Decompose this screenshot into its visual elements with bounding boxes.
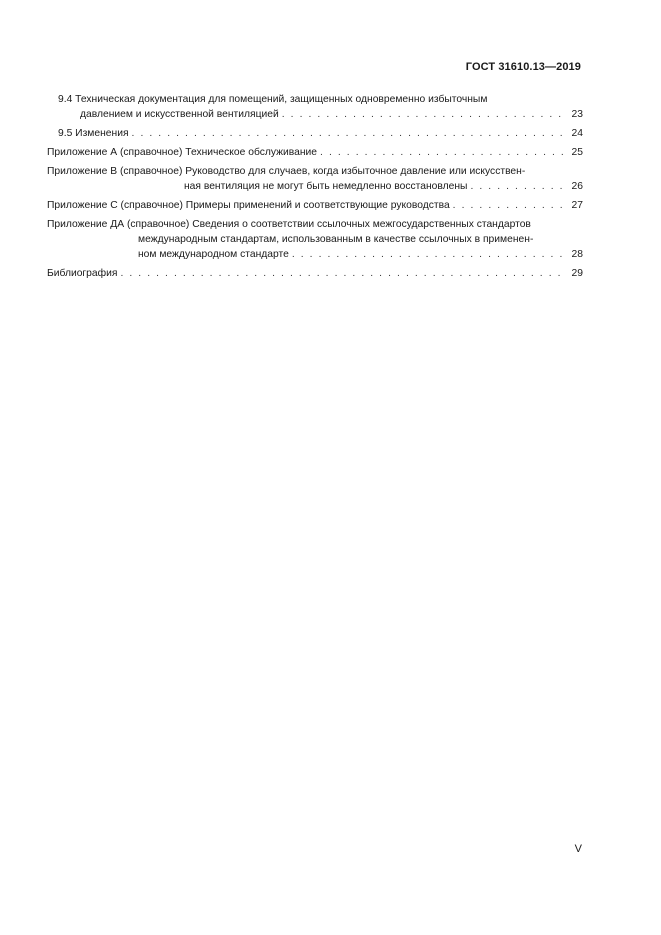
toc-entry-title: 9.5 Изменения bbox=[58, 128, 129, 139]
toc-entry-title: Приложение А (справочное) Техническое обслуживание bbox=[47, 147, 318, 158]
toc-leader-dots bbox=[453, 198, 567, 213]
toc-page-number: 23 bbox=[571, 109, 583, 120]
page-number: V bbox=[574, 843, 582, 855]
toc-entry-title-continued: давлением и искусственной вентиляцией bbox=[80, 109, 279, 120]
toc-entry-title: Приложение ДА (справочное) Сведения о соответствии ссылочных межгосударственных стандартов bbox=[47, 219, 531, 230]
toc-page-number: 26 bbox=[571, 181, 583, 192]
toc-entry-title-continued: ная вентиляция не могут быть немедленно восстановлены bbox=[184, 181, 468, 192]
toc-entry-appendix-c[interactable] bbox=[47, 198, 583, 213]
toc-entry-9-4[interactable] bbox=[47, 92, 583, 122]
toc-entry-appendix-b[interactable] bbox=[47, 164, 583, 194]
toc-page-number: 27 bbox=[571, 200, 583, 211]
toc-leader-dots bbox=[320, 145, 567, 160]
toc-page-number: 29 bbox=[571, 268, 583, 279]
toc-entry-title: Библиография bbox=[47, 268, 118, 279]
document-header-standard: ГОСТ 31610.13—2019 bbox=[465, 61, 581, 73]
toc-entry-9-5[interactable] bbox=[47, 126, 583, 141]
toc-entry-title-continued: международным стандартам, использованным в качестве ссылочных в применен- bbox=[138, 234, 534, 245]
toc-page-number: 24 bbox=[571, 128, 583, 139]
toc-entry-appendix-a[interactable] bbox=[47, 145, 583, 160]
toc-entry-appendix-da[interactable] bbox=[47, 217, 583, 262]
toc-page-number: 28 bbox=[571, 249, 583, 260]
toc-entry-bibliography[interactable] bbox=[47, 266, 583, 281]
toc-leader-dots bbox=[120, 266, 567, 281]
toc-entry-title-continued: ном международном стандарте bbox=[138, 249, 289, 260]
toc-leader-dots bbox=[282, 107, 567, 122]
toc-page-number: 25 bbox=[571, 147, 583, 158]
table-of-contents bbox=[47, 92, 583, 281]
toc-leader-dots bbox=[132, 126, 567, 141]
toc-entry-title: 9.4 Техническая документация для помещений, защищенных одновременно избыточным bbox=[58, 94, 488, 105]
toc-entry-title: Приложение С (справочное) Примеры применений и соответствующие руководства bbox=[47, 200, 450, 211]
toc-entry-title: Приложение В (справочное) Руководство для случаев, когда избыточное давление или искусствен- bbox=[47, 166, 526, 177]
toc-leader-dots bbox=[470, 179, 567, 194]
toc-leader-dots bbox=[292, 247, 567, 262]
